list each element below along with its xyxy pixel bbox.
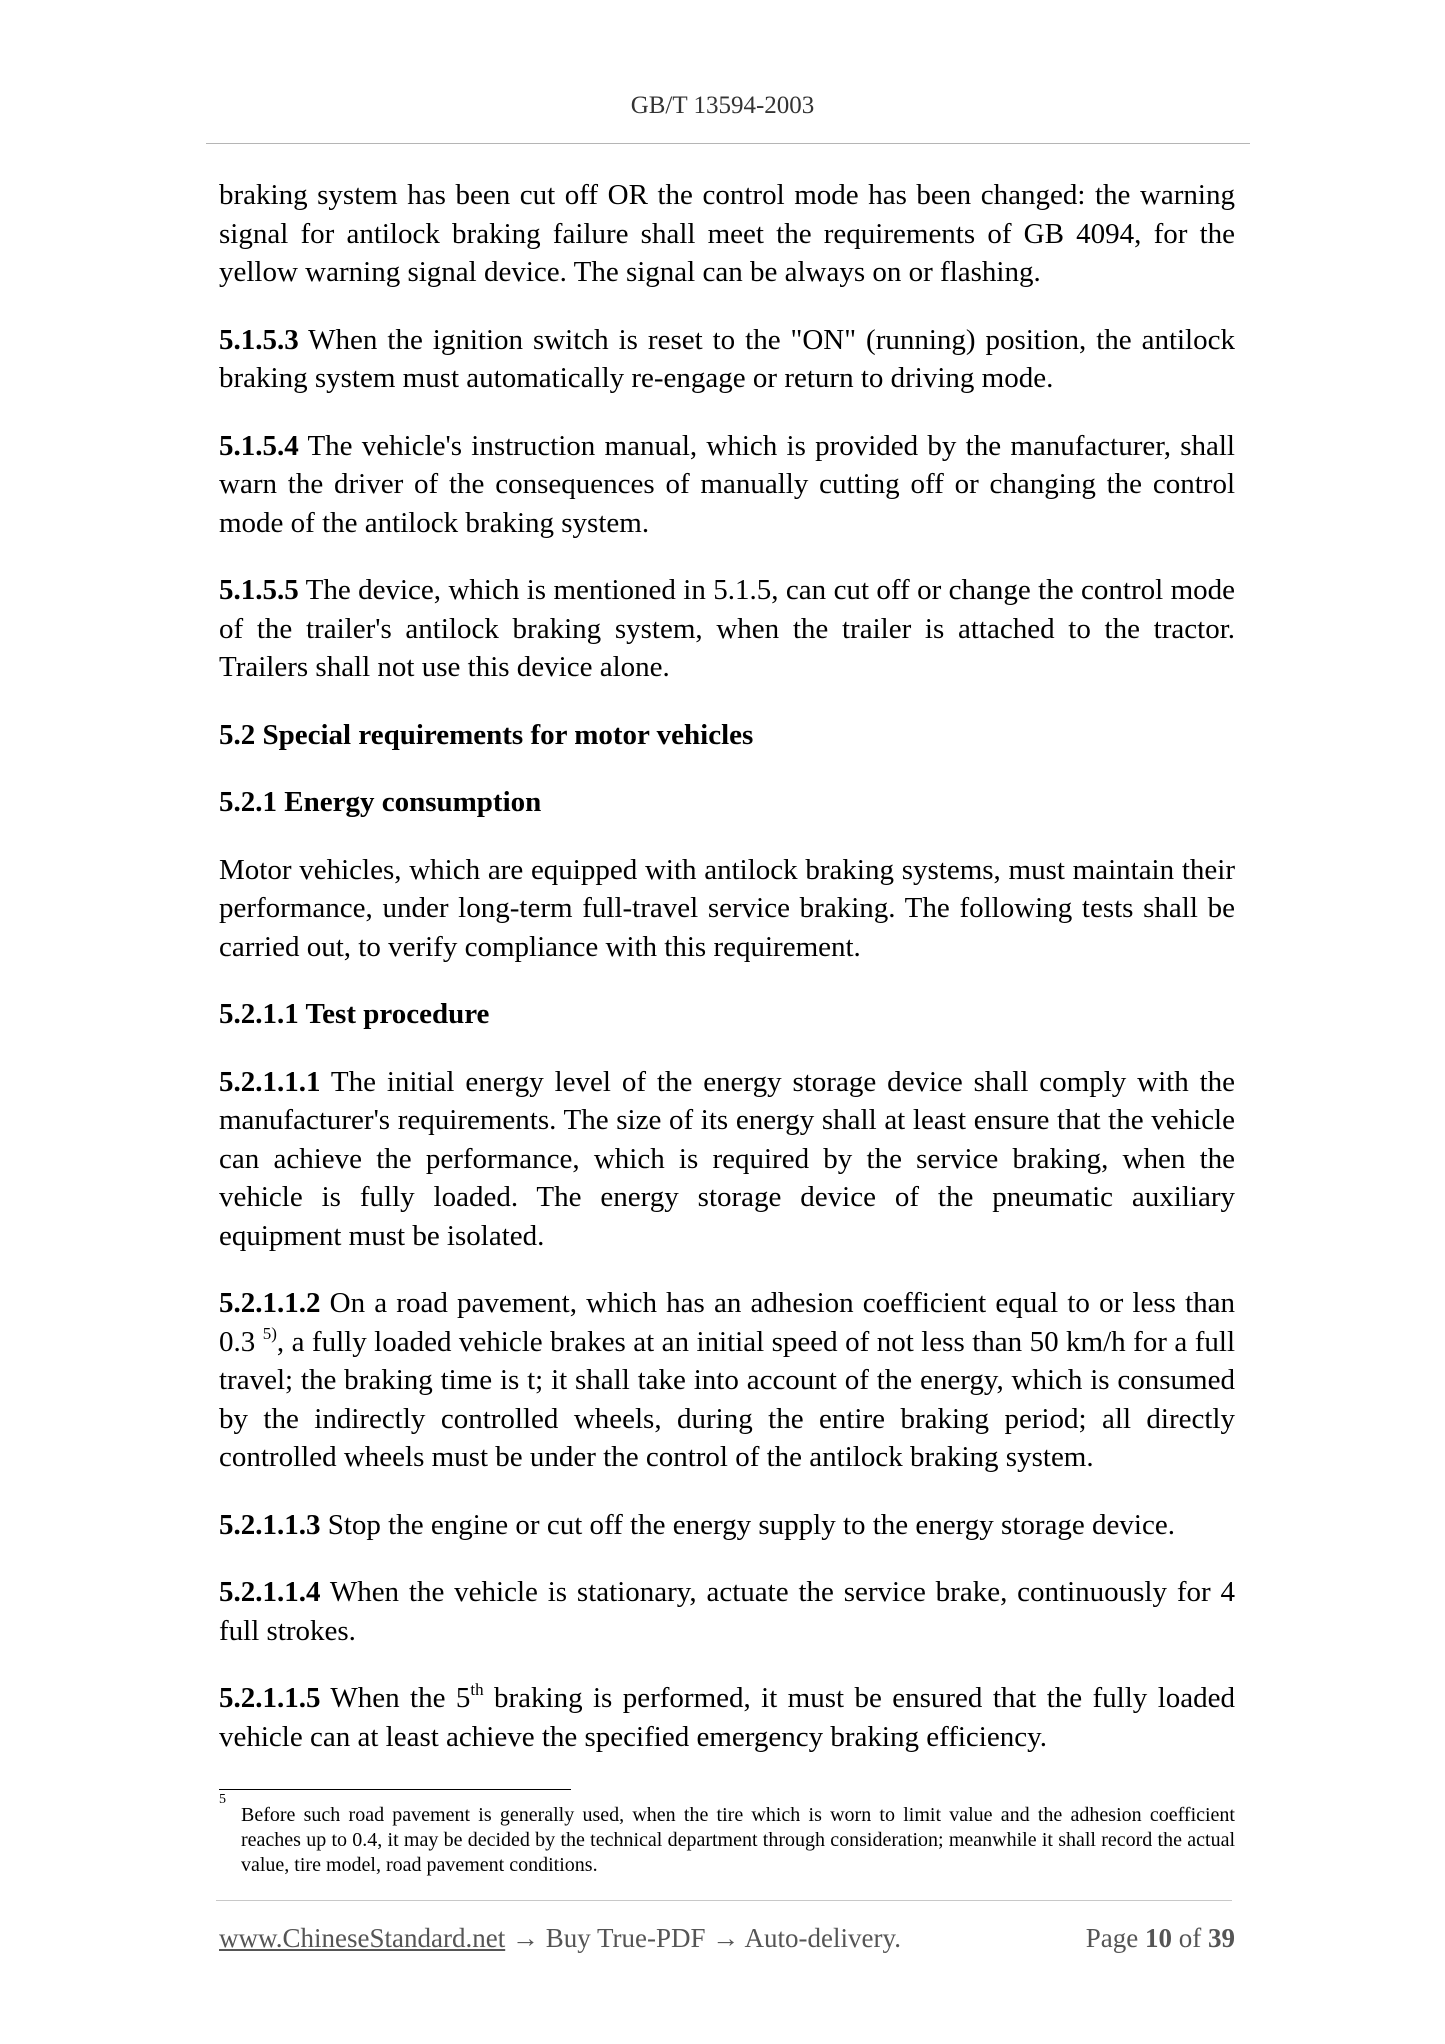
footer-left: [219, 1923, 901, 1954]
paragraph: [219, 1063, 1235, 1256]
arrow-icon: →: [511, 1923, 539, 1953]
paragraph: [219, 1573, 1235, 1650]
arrow-icon: →: [712, 1923, 740, 1953]
page-number: 10: [1145, 1923, 1172, 1953]
footnote-text: Before such road pavement is generally used, when the tire which is worn to limit value and the adhesion coefficient reaches up to 0.4, it may be decided by the technical department through consideration; meanwhile it shall record the actual value, tire model, road pavement conditions.: [241, 1804, 1235, 1876]
clause-number: 5.2.1.1.5: [219, 1682, 321, 1714]
running-header: GB/T 13594-2003: [630, 92, 815, 119]
paragraph-text: When the 5: [320, 1682, 471, 1714]
page-label: Page: [1085, 1923, 1139, 1953]
paragraph-text: The device, which is mentioned in 5.1.5, can cut off or change the control mode of the trailer's antilock braking system, when the trailer is attached to the tractor. Trailers shall not use this device alone.: [219, 574, 1235, 683]
superscript: 5): [262, 1323, 277, 1343]
clause-number: 5.2.1.1.1: [219, 1065, 321, 1098]
clause-number: 5.2.1.1.4: [219, 1576, 321, 1608]
clause-number: 5.2.1.1.3: [219, 1508, 321, 1541]
section-heading: 5.2 Special requirements for motor vehicles: [219, 718, 754, 751]
paragraph-text: When the ignition switch is reset to the "ON" (running) position, the antilock braking system must automatically re-engage or return to driving mode.: [219, 323, 1235, 394]
buy-pdf-link[interactable]: Buy True-PDF: [545, 1923, 706, 1953]
footer-divider: [216, 1900, 1232, 1901]
header-divider: [206, 143, 1250, 144]
page-total: 39: [1208, 1923, 1235, 1953]
paragraph: [219, 851, 1235, 967]
paragraph: [219, 1679, 1235, 1756]
paragraph: [219, 321, 1235, 398]
paragraph-text: Motor vehicles, which are equipped with antilock braking systems, must maintain their performance, under long-term full-travel service braking. The following tests shall be carried out, to verify compliance with this requirement.: [219, 853, 1235, 963]
clause-number: 5.2.1.1.2: [219, 1287, 321, 1319]
paragraph-text: braking is performed, it must be ensured that the fully loaded vehicle can at least achieve the specified emergency braking efficiency.: [219, 1682, 1235, 1753]
paragraph: [219, 427, 1235, 543]
section-heading: 5.2.1 Energy consumption: [219, 786, 542, 818]
paragraph-text: On a road pavement, which has an adhesion coefficient equal to or less than 0.3: [219, 1287, 1235, 1358]
page-indicator: [1086, 1923, 1235, 1954]
paragraph-text: The initial energy level of the energy storage device shall comply with the manufacturer's requirements. The size of its energy shall at least ensure that the vehicle can achieve the performance, which is required by the service braking, when the vehicle is fully loaded. The energy storage device of the pneumatic auxiliary equipment must be isolated.: [219, 1065, 1235, 1252]
paragraph-text: braking system has been cut off OR the control mode has been changed: the warning signal for antilock braking failure shall meet the requirements of GB 4094, for the yellow warning signal device. The signal can be always on or flashing.: [219, 179, 1235, 288]
clause-number: 5.1.5.4: [219, 429, 299, 462]
paragraph: [219, 1284, 1235, 1477]
of-label: of: [1178, 1923, 1202, 1953]
paragraph-text: Stop the engine or cut off the energy supply to the energy storage device.: [320, 1508, 1175, 1541]
paragraph-text: , a fully loaded vehicle brakes at an initial speed of not less than 50 km/h for a full travel; the braking time is t; it shall take into account of the energy, which is consumed by the indirectly controlled wheels, during the entire braking period; all directly controlled wheels must be under the control of the antilock braking system.: [219, 1325, 1236, 1473]
paragraph: [219, 176, 1235, 292]
clause-number: 5.1.5.3: [219, 323, 299, 356]
paragraph: [219, 571, 1235, 687]
paragraph-text: When the vehicle is stationary, actuate the service brake, continuously for 4 full strokes.: [219, 1576, 1235, 1647]
section-heading: 5.2.1.1 Test procedure: [219, 998, 490, 1030]
clause-number: 5.1.5.5: [219, 574, 299, 606]
paragraph-text: The vehicle's instruction manual, which is provided by the manufacturer, shall warn the driver of the consequences of manually cutting off or changing the control mode of the antilock braking system.: [219, 429, 1235, 539]
auto-delivery-text: Auto-delivery.: [744, 1923, 901, 1953]
footnote-divider: [219, 1789, 571, 1790]
website-link[interactable]: www.ChineseStandard.net: [219, 1923, 506, 1953]
document-body: [219, 176, 1235, 1785]
footnote: 5 Before such road pavement is generally used, when the tire which is worn to limit value and the adhesion coefficient reaches up to 0.4, it may be decided by the technical department through consideration; meanwhile it shall record the actual value, tire model, road pavement conditions.: [219, 1792, 1235, 1876]
superscript: th: [470, 1680, 484, 1699]
paragraph: [219, 1506, 1235, 1545]
